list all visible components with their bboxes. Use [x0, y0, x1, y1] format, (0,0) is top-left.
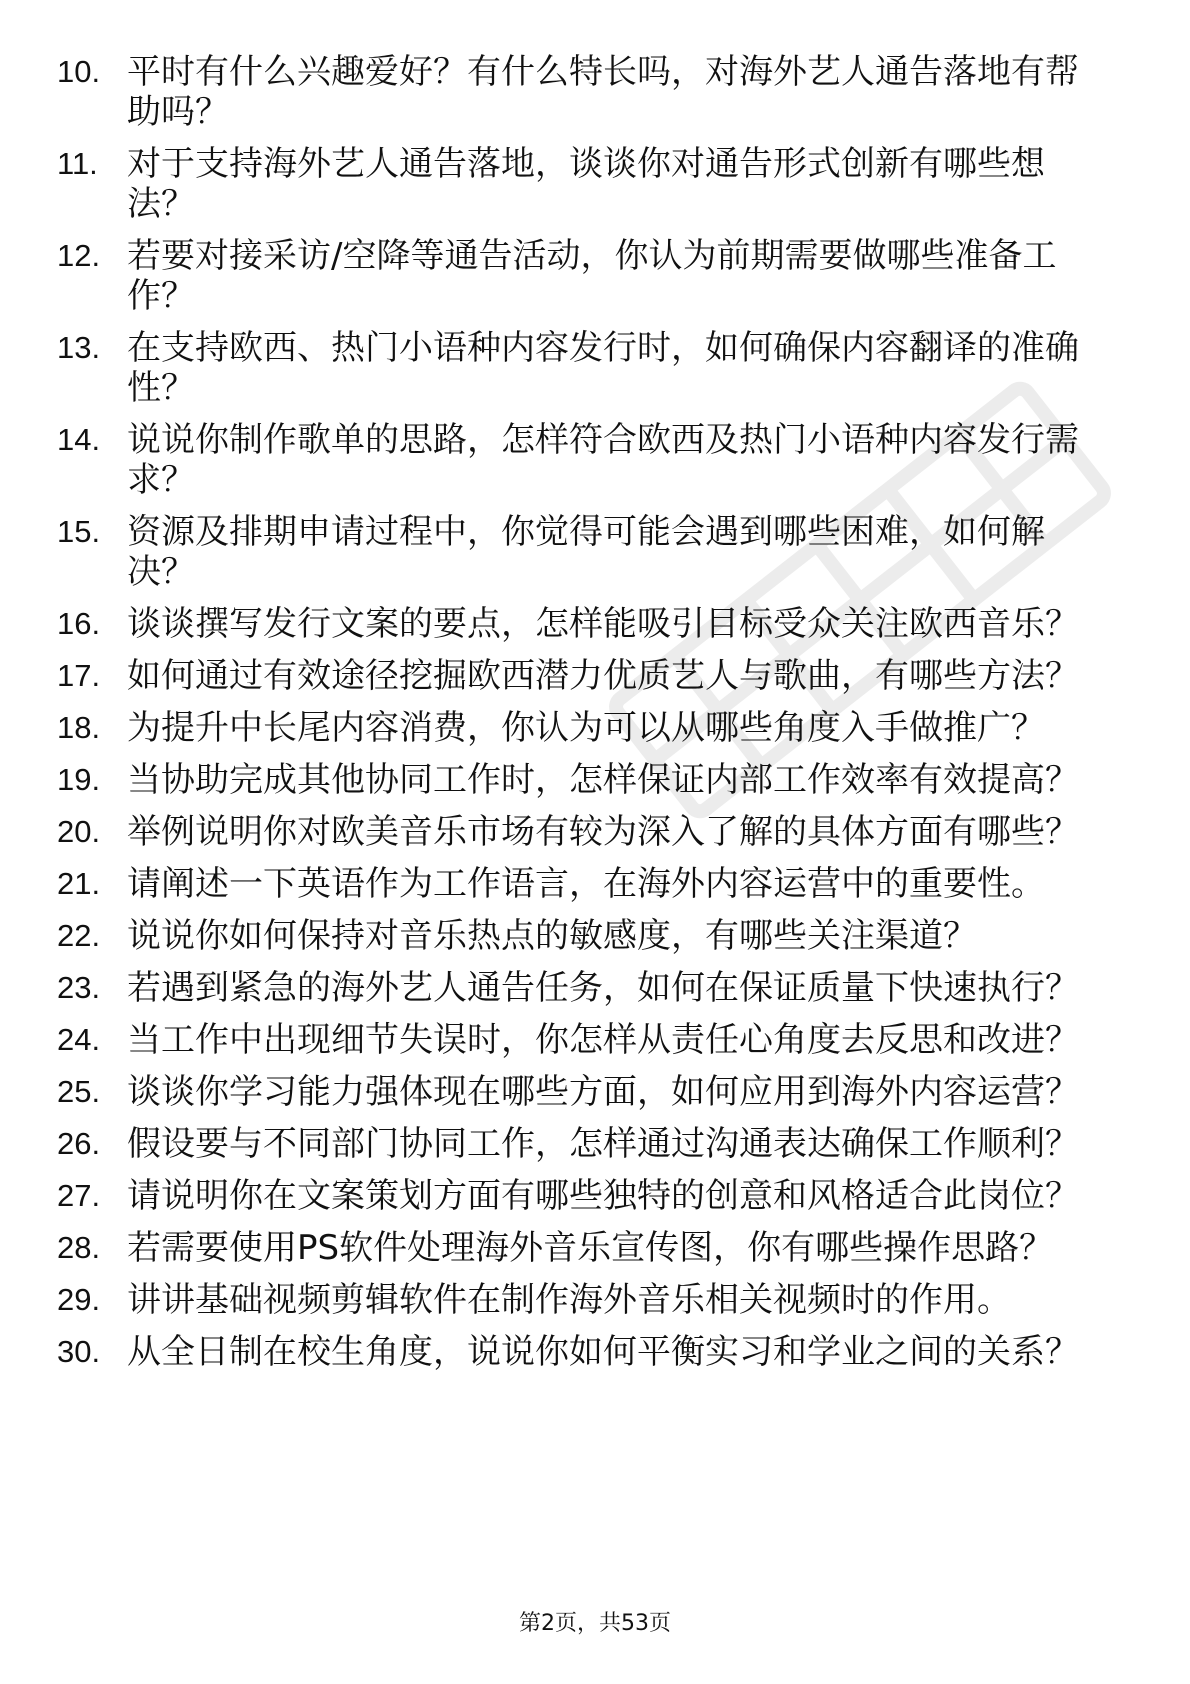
question-item — [0, 512, 1190, 592]
question-number: 16. — [57, 606, 101, 641]
question-text: 资源及排期申请过程中，你觉得可能会遇到哪些困难，如何解决？ — [127, 512, 1045, 592]
question-text: 若要对接采访/空降等通告活动，你认为前期需要做哪些准备工作？ — [127, 236, 1057, 316]
question-item — [0, 328, 1190, 408]
question-number: 22. — [57, 918, 101, 953]
question-text: 说说你如何保持对音乐热点的敏感度，有哪些关注渠道？ — [127, 916, 977, 956]
question-number: 11. — [57, 146, 98, 181]
question-item — [0, 1020, 1190, 1060]
question-number: 13. — [57, 330, 101, 365]
question-text: 请说明你在文案策划方面有哪些独特的创意和风格适合此岗位？ — [127, 1176, 1079, 1216]
question-number: 14. — [57, 422, 101, 457]
question-item — [0, 1228, 1190, 1268]
question-number: 15. — [57, 514, 101, 549]
question-number: 12. — [57, 238, 101, 273]
question-item — [0, 420, 1190, 500]
question-text: 当工作中出现细节失误时，你怎样从责任心角度去反思和改进？ — [127, 1020, 1079, 1060]
question-text: 若遇到紧急的海外艺人通告任务，如何在保证质量下快速执行？ — [127, 968, 1079, 1008]
question-item — [0, 1332, 1190, 1372]
question-text: 请阐述一下英语作为工作语言，在海外内容运营中的重要性。 — [127, 864, 1045, 904]
question-item — [0, 864, 1190, 904]
question-item — [0, 604, 1190, 644]
question-number: 28. — [57, 1230, 101, 1265]
question-number: 10. — [57, 54, 101, 89]
question-number: 19. — [57, 762, 101, 797]
question-number: 20. — [57, 814, 101, 849]
question-item — [0, 144, 1190, 224]
question-text: 如何通过有效途径挖掘欧西潜力优质艺人与歌曲，有哪些方法？ — [127, 656, 1079, 696]
question-item — [0, 1176, 1190, 1216]
question-item — [0, 916, 1190, 956]
question-text: 在支持欧西、热门小语种内容发行时，如何确保内容翻译的准确性？ — [127, 328, 1079, 408]
question-text: 从全日制在校生角度，说说你如何平衡实习和学业之间的关系？ — [127, 1332, 1079, 1372]
question-list — [0, 52, 1190, 1384]
question-item — [0, 1072, 1190, 1112]
question-text: 谈谈撰写发行文案的要点，怎样能吸引目标受众关注欧西音乐？ — [127, 604, 1079, 644]
question-text: 若需要使用PS软件处理海外音乐宣传图，你有哪些操作思路？ — [127, 1228, 1054, 1268]
question-text: 当协助完成其他协同工作时，怎样保证内部工作效率有效提高？ — [127, 760, 1079, 800]
question-item — [0, 812, 1190, 852]
question-item — [0, 708, 1190, 748]
question-number: 18. — [57, 710, 101, 745]
question-number: 24. — [57, 1022, 101, 1057]
question-number: 21. — [57, 866, 101, 901]
question-number: 23. — [57, 970, 101, 1005]
question-number: 17. — [57, 658, 101, 693]
question-text: 对于支持海外艺人通告落地，谈谈你对通告形式创新有哪些想法？ — [127, 144, 1045, 224]
question-number: 30. — [57, 1334, 101, 1369]
question-text: 为提升中长尾内容消费，你认为可以从哪些角度入手做推广？ — [127, 708, 1045, 748]
question-text: 举例说明你对欧美音乐市场有较为深入了解的具体方面有哪些？ — [127, 812, 1079, 852]
question-item — [0, 656, 1190, 696]
question-item — [0, 1280, 1190, 1320]
question-item — [0, 1124, 1190, 1164]
question-text: 说说你制作歌单的思路，怎样符合欧西及热门小语种内容发行需求？ — [127, 420, 1079, 500]
page-number: 第2页，共53页 — [519, 1611, 671, 1636]
question-item — [0, 236, 1190, 316]
question-number: 26. — [57, 1126, 101, 1161]
question-number: 29. — [57, 1282, 101, 1317]
question-text: 谈谈你学习能力强体现在哪些方面，如何应用到海外内容运营？ — [127, 1072, 1079, 1112]
question-number: 27. — [57, 1178, 101, 1213]
question-item — [0, 968, 1190, 1008]
question-item — [0, 760, 1190, 800]
question-text: 讲讲基础视频剪辑软件在制作海外音乐相关视频时的作用。 — [127, 1280, 1011, 1320]
question-item — [0, 52, 1190, 132]
question-text: 假设要与不同部门协同工作，怎样通过沟通表达确保工作顺利？ — [127, 1124, 1079, 1164]
question-number: 25. — [57, 1074, 101, 1109]
question-text: 平时有什么兴趣爱好？有什么特长吗，对海外艺人通告落地有帮助吗？ — [127, 52, 1079, 132]
